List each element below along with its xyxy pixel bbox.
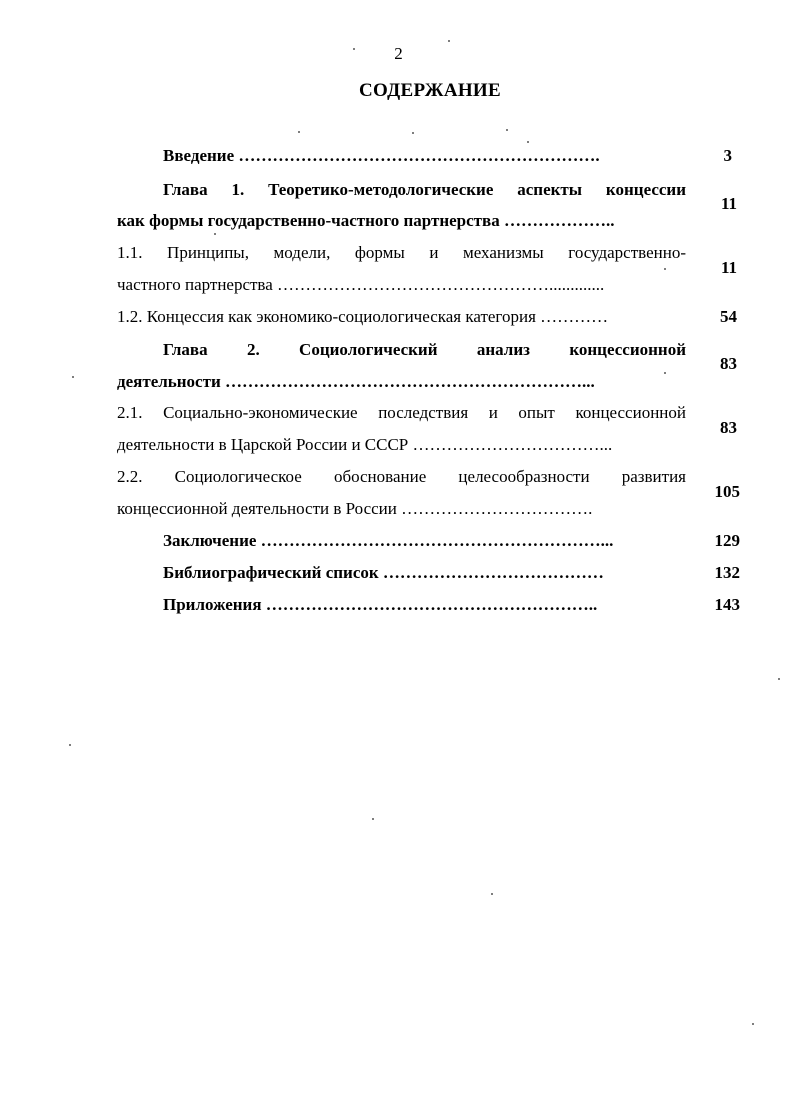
- scan-speck: [664, 372, 666, 374]
- toc-page-section-1-1: 11: [720, 258, 737, 277]
- toc-page-introduction: 3: [723, 146, 732, 165]
- scan-speck: [664, 268, 666, 270]
- toc-entry-section-2-1-line-2: деятельности в Царской России и СССР ……………………………...: [117, 435, 613, 454]
- toc-entry-introduction: Введение ……………………………………………………….: [163, 146, 600, 165]
- toc-entry-conclusion: Заключение ……………………………………………………...: [163, 531, 614, 550]
- toc-page-chapter-2: 83: [720, 354, 737, 373]
- toc-page-section-2-1: 83: [720, 418, 737, 437]
- toc-page-section-2-2: 105: [714, 482, 740, 501]
- page-number: 2: [394, 44, 403, 63]
- scan-speck: [298, 131, 300, 133]
- toc-page-conclusion: 129: [714, 531, 740, 550]
- scan-speck: [69, 744, 71, 746]
- scan-speck: [353, 48, 355, 50]
- toc-entry-chapter-2-line-2: деятельности ………………………………………………………...: [117, 372, 595, 391]
- toc-entry-bibliography: Библиографический список …………………………………: [163, 563, 604, 582]
- toc-entry-section-2-2-line-2: концессионной деятельности в России …………………………….: [117, 499, 593, 518]
- toc-entry-chapter-1-line-2: как формы государственно-частного партнерства ………………..: [117, 211, 615, 230]
- toc-page-section-1-2: 54: [720, 307, 737, 326]
- scan-speck: [778, 678, 780, 680]
- toc-entry-appendices: Приложения …………………………………………………..: [163, 595, 598, 614]
- scan-speck: [412, 132, 414, 134]
- toc-entry-section-2-1-line-1: 2.1. Социально-экономические последствия и опыт концессионной: [117, 403, 686, 422]
- toc-entry-section-2-2-line-1: 2.2. Социологическое обоснование целесообразности развития: [117, 467, 686, 486]
- scan-speck: [214, 233, 216, 235]
- scan-speck: [752, 1023, 754, 1025]
- toc-entry-chapter-2-line-1: Глава 2. Социологический анализ концессионной: [163, 340, 686, 359]
- scan-speck: [506, 129, 508, 131]
- scan-speck: [72, 376, 74, 378]
- toc-page-bibliography: 132: [714, 563, 740, 582]
- scan-speck: [527, 141, 529, 143]
- page-title: СОДЕРЖАНИЕ: [359, 80, 501, 101]
- toc-entry-section-1-1-line-2: частного партнерства ………………………………………….............: [117, 275, 605, 294]
- toc-page-chapter-1: 11: [720, 194, 737, 213]
- toc-entry-chapter-1-line-1: Глава 1. Теоретико-методологические аспекты концессии: [163, 180, 686, 199]
- scan-speck: [372, 818, 374, 820]
- toc-entry-section-1-2: 1.2. Концессия как экономико-социологическая категория …………: [117, 307, 609, 326]
- toc-page-appendices: 143: [714, 595, 740, 614]
- scan-speck: [448, 40, 450, 42]
- toc-entry-section-1-1-line-1: 1.1. Принципы, модели, формы и механизмы государственно-: [117, 243, 686, 262]
- scan-speck: [491, 893, 493, 895]
